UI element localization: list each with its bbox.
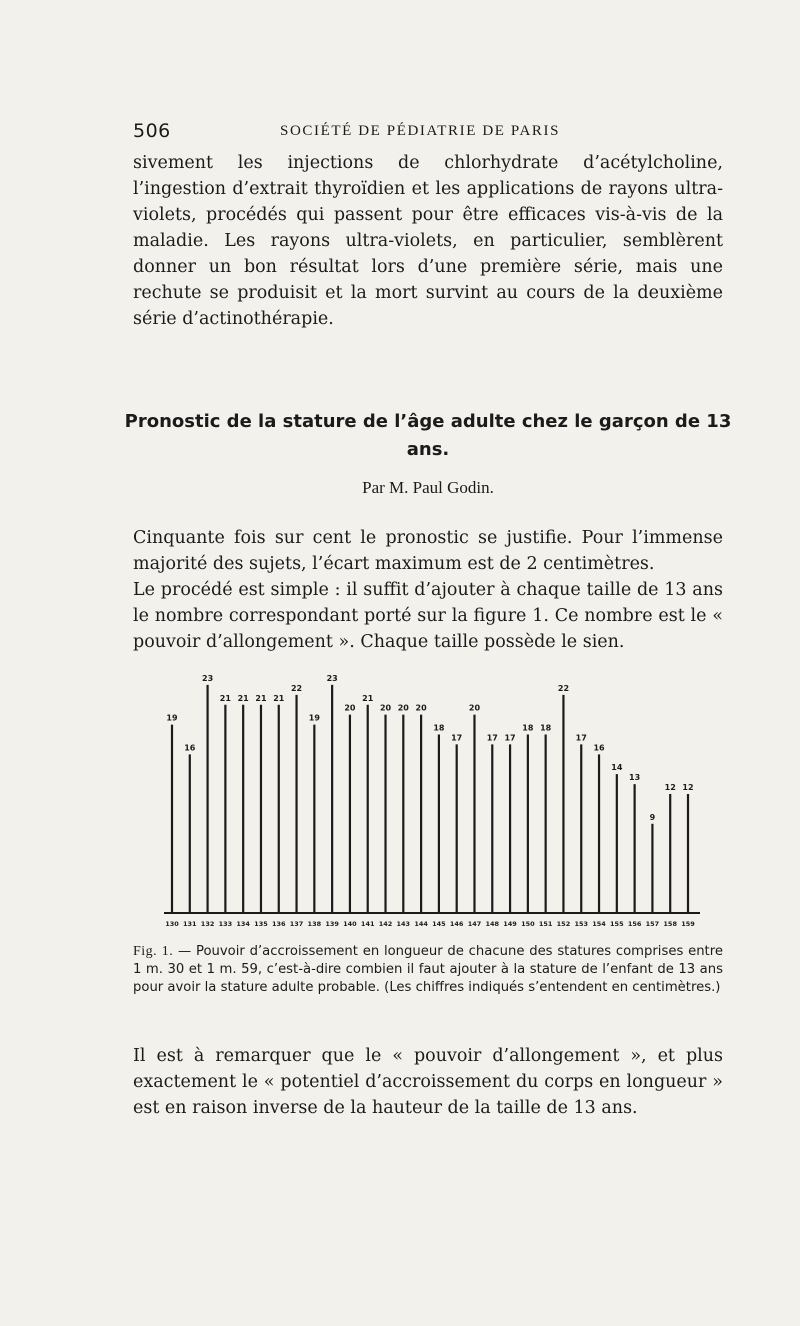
value-label-155: 14 — [611, 763, 623, 773]
tick-label-157: 157 — [645, 920, 660, 928]
tick-label-144: 144 — [414, 920, 428, 928]
intro-paragraph: sivement les injections de chlorhydrate d’acétylcholine, l’ingestion d’extrait thyroïdien et les applications de rayons ultra-violets, procédés qui passent pour être efficaces vis-à-vis de la maladie. Les rayons ultra-violets, en particulier, semblèrent donner un bon résultat lors d’une première série, mais une rechute se produisit et la mort survint au cours de la deuxième série d’actinothérapie. — [133, 153, 723, 329]
article-byline: Par M. Paul Godin. — [362, 478, 494, 497]
tick-label-155: 155 — [610, 920, 624, 928]
tick-label-130: 130 — [165, 920, 179, 928]
value-label-133: 21 — [219, 693, 231, 703]
value-label-139: 23 — [326, 673, 338, 683]
value-label-137: 22 — [290, 683, 303, 693]
article-title: Pronostic de la stature de l’âge adulte chez le garçon de 13 ans. — [124, 411, 732, 460]
value-label-135: 21 — [255, 693, 267, 703]
value-label-156: 13 — [629, 773, 641, 783]
closing-paragraph: Il est à remarquer que le « pouvoir d’allongement », et plus exactement le « potentiel d’accroissement du corps en longueur » est en raison inverse de la hauteur de la taille de 13 ans. — [133, 1046, 723, 1118]
value-label-147: 20 — [468, 703, 481, 713]
tick-label-131: 131 — [183, 920, 197, 928]
tick-label-136: 136 — [271, 920, 286, 928]
value-label-146: 17 — [451, 733, 463, 743]
running-head: SOCIÉTÉ DE PÉDIATRIE DE PARIS — [280, 123, 561, 139]
growth-potential-chart — [150, 665, 710, 935]
value-label-154: 16 — [593, 743, 605, 753]
tick-label-143: 143 — [396, 920, 411, 928]
value-label-159: 12 — [682, 783, 694, 792]
tick-label-133: 133 — [218, 920, 233, 928]
value-label-149: 17 — [504, 733, 516, 743]
tick-label-152: 152 — [556, 920, 571, 928]
value-label-148: 17 — [486, 733, 498, 743]
value-label-145: 18 — [433, 723, 445, 733]
tick-label-140: 140 — [343, 920, 357, 928]
article-paragraph-1: Cinquante fois sur cent le pronostic se justifie. Pour l’immense majorité des sujets, l’écart maximum est de 2 centimètres. — [133, 528, 723, 574]
value-label-151: 18 — [540, 723, 552, 733]
value-label-134: 21 — [237, 693, 249, 703]
tick-label-142: 142 — [378, 920, 393, 928]
tick-label-151: 151 — [538, 920, 553, 928]
value-label-138: 19 — [308, 713, 320, 723]
tick-label-139: 139 — [325, 920, 339, 928]
tick-label-153: 153 — [574, 920, 589, 928]
tick-label-159: 159 — [681, 920, 695, 928]
value-label-157: 9 — [649, 812, 656, 822]
article-paragraph-2: Le procédé est simple : il suffit d’ajouter à chaque taille de 13 ans le nombre correspondant porté sur la figure 1. Ce nombre est le « pouvoir d’allongement ». Chaque taille possède le sien. — [133, 580, 723, 652]
tick-label-156: 156 — [627, 920, 642, 928]
tick-label-148: 148 — [485, 920, 500, 928]
value-label-152: 22 — [557, 683, 570, 693]
value-label-136: 21 — [273, 693, 285, 703]
figure-caption-text: — Pouvoir d’accroissement en longueur de chacune des statures comprises entre 1 m. 30 et 1 m. 59, c’est-à-dire combien il faut ajouter à la stature de l’enfant de 13 ans pour avoir la stature adulte probable. (Les chiffres indiqués s’entendent en centimètres.) — [133, 944, 723, 995]
tick-label-134: 134 — [236, 920, 250, 928]
value-label-144: 20 — [415, 703, 427, 713]
tick-label-146: 146 — [449, 920, 464, 928]
page-number: 506 — [133, 120, 171, 142]
tick-label-137: 137 — [289, 920, 304, 928]
value-label-131: 16 — [184, 743, 196, 753]
value-label-130: 19 — [166, 713, 178, 723]
value-label-158: 12 — [664, 783, 676, 792]
tick-label-150: 150 — [521, 920, 535, 928]
tick-label-145: 145 — [432, 920, 446, 928]
value-label-141: 21 — [362, 693, 374, 703]
value-label-140: 20 — [344, 703, 356, 713]
tick-label-141: 141 — [360, 920, 375, 928]
tick-label-154: 154 — [592, 920, 606, 928]
value-label-143: 20 — [397, 703, 409, 713]
tick-label-135: 135 — [254, 920, 268, 928]
tick-label-138: 138 — [307, 920, 322, 928]
tick-label-147: 147 — [467, 920, 482, 928]
value-label-132: 23 — [202, 673, 214, 683]
figure-label: Fig. 1. — [133, 944, 174, 959]
value-label-153: 17 — [575, 733, 587, 743]
figure-1 — [150, 665, 710, 935]
value-label-150: 18 — [522, 723, 534, 733]
tick-label-158: 158 — [663, 920, 677, 928]
tick-label-149: 149 — [503, 920, 517, 928]
figure-caption — [133, 943, 723, 997]
tick-label-132: 132 — [200, 920, 215, 928]
page-header — [133, 120, 723, 144]
value-label-142: 20 — [379, 703, 392, 713]
